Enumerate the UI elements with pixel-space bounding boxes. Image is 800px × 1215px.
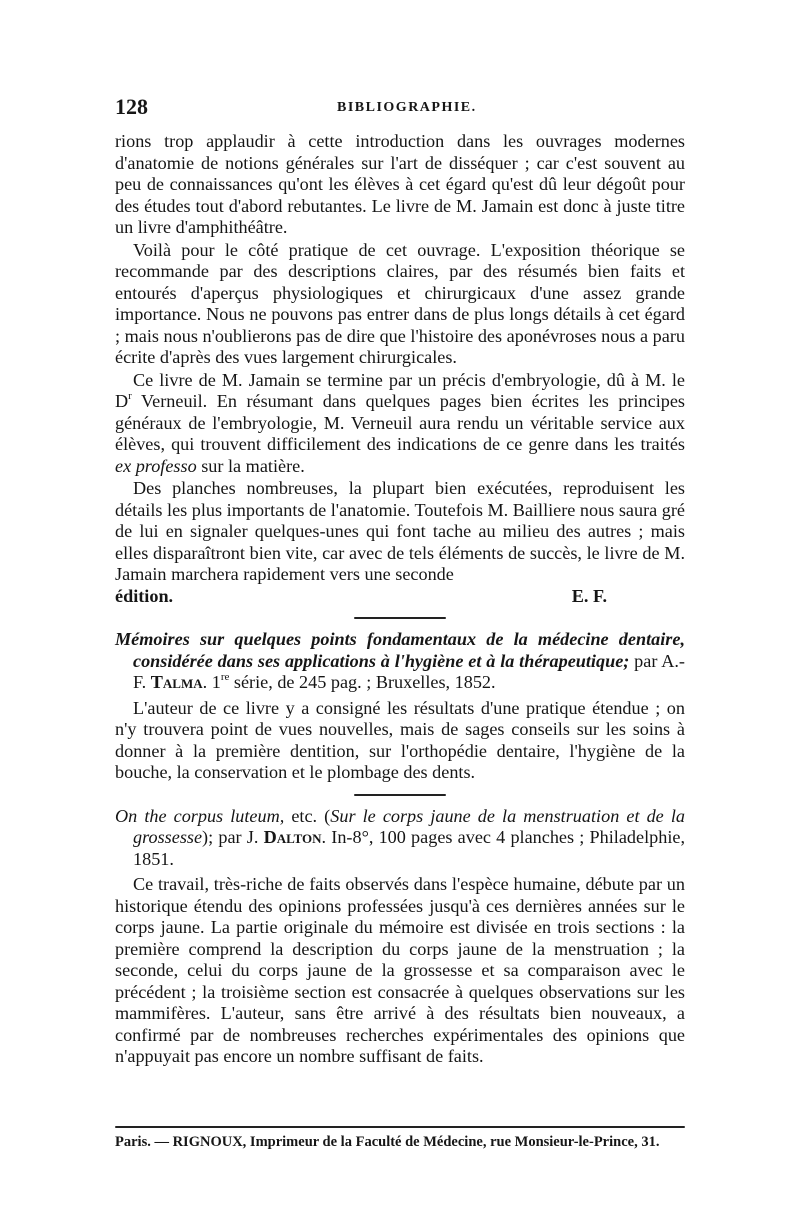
review-paragraph: Ce travail, très-riche de faits observés dans l'espèce humaine, débute par un historique étendu des opinions professées jusqu'à ces dernières années sur le corps jaune. La partie originale du mémoire est divisée en trois sections : la première comprend la description du corps jaune de la menstruation ; la seconde, celui du corps jaune de la grossesse et sa comparaison avec le précédent ; la troisième section est consacrée à quelques observations sur les mammifères. L'auteur, sans être arrivé à des résultats bien nouveaux, a confirmé par de nombreuses recherches expérimentales des opinions que n'appuyait pas encore un nombre suffisant de faits. — [115, 874, 685, 1066]
signature-line — [115, 586, 685, 608]
footer-rule — [115, 1126, 685, 1128]
work-title-translation: Sur le corps jaune de la menstruation et de la grossesse — [133, 805, 685, 847]
last-word: édition. — [115, 585, 174, 606]
text-run: etc. ( — [284, 805, 331, 826]
superscript: r — [128, 390, 132, 402]
italic-phrase: ex professo — [115, 455, 197, 476]
text-run: série, de 245 pag. ; Bruxelles, 1852. — [229, 672, 496, 692]
review-paragraph — [115, 370, 685, 478]
text-run: sur la matière. — [196, 455, 305, 476]
page-number: 128 — [115, 94, 148, 119]
author-name: Dalton — [263, 827, 322, 847]
review-paragraph: Voilà pour le côté pratique de cet ouvrage. L'exposition théorique se recommande par des descriptions claires, par des résumés bien faits et entourés d'aperçus physiologiques et chirurgicaux d'une assez grande importance. Nous ne pouvons pas entrer dans de plus longs détails à cet égard ; mais nous n'oublierons pas de dire que l'histoire des aponévroses nous a paru écrite d'après des vues largement chirurgicales. — [115, 239, 685, 367]
printer-imprint: Paris. — RIGNOUX, Imprimeur de la Faculté de Médecine, rue Monsieur-le-Prince, 31. — [115, 1134, 660, 1150]
body-text — [115, 131, 685, 1068]
bibliographic-entry — [115, 806, 685, 871]
text-run: . 1 — [202, 672, 221, 692]
review-paragraph: Des planches nombreuses, la plupart bien exécutées, reproduisent les détails les plus importants de l'anatomie. Toutefois M. Bailliere nous saura gré de lui en signaler quelques-unes qui font tache au milieu des autres ; mais elles disparaîtront bien vite, car avec de tels éléments de succès, le livre de M. Jamain marchera rapidement vers une seconde — [115, 478, 685, 584]
text-run: . In-8°, 100 pages avec 4 planches ; Philadelphie, 1851. — [133, 827, 685, 869]
work-title: On the corpus luteum, — [115, 805, 285, 826]
text-run: ); par J. — [202, 827, 264, 847]
page-header — [115, 94, 685, 124]
review-paragraph: L'auteur de ce livre y a consigné les résultats d'une pratique étendue ; on n'y trouvera point de vues nouvelles, mais de sages conseils sur les soins à donner à la première dentition, sur l'orthopédie dentaire, l'hygiène de la bouche, la conservation et le plombage des dents. — [115, 697, 685, 782]
review-paragraph: rions trop applaudir à cette introduction dans les ouvrages modernes d'anatomie de notions générales sur l'art de disséquer ; car c'est souvent au peu de connaissances qu'ont les élèves à cet égard qu'est dû leur dégoût pour des études tout d'abord rebutantes. Le livre de M. Jamain est donc à juste titre un livre d'amphithéâtre. — [115, 131, 685, 237]
text-run: par A.-F. — [133, 650, 685, 692]
text-run: Ce livre de M. Jamain se termine par un précis d'embryologie, dû à M. le D — [115, 369, 685, 411]
section-divider — [354, 617, 446, 619]
work-title: Mémoires sur quelques points fondamentaux de la médecine dentaire, considérée dans ses applications à l'hygiène et à la thérapeutique; — [115, 629, 685, 671]
reviewer-signature: E. F. — [571, 585, 607, 606]
superscript: re — [220, 671, 230, 683]
running-title: BIBLIOGRAPHIE. — [337, 100, 477, 115]
bibliographic-entry — [115, 629, 685, 694]
section-divider — [354, 794, 446, 796]
author-name: Talma — [150, 672, 203, 692]
text-run: Verneuil. En résumant dans quelques pages bien écrites les principes généraux de l'embryologie, M. Verneuil aura rendu un véritable service aux élèves, qui trouvent difficilement des indications de ce genre dans les traités — [115, 391, 685, 454]
